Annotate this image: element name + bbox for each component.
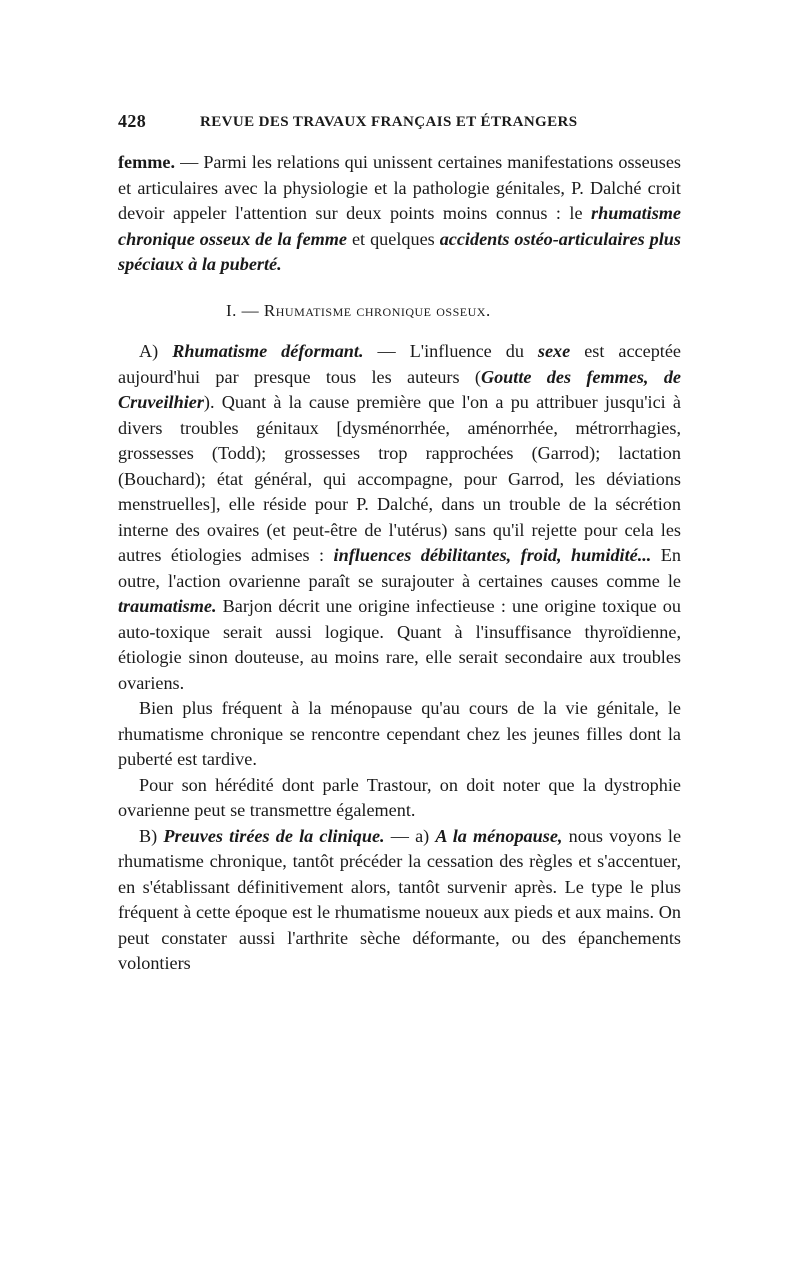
lead-word: femme. xyxy=(118,152,176,172)
subheading-text: Rhumatisme déformant. xyxy=(172,341,364,361)
text-run: est acceptée aujourd'hui par presque tous les auteurs ( xyxy=(118,341,681,387)
subheading-text: Preuves tirées de la clinique. xyxy=(163,825,385,846)
running-title: REVUE DES TRAVAUX FRANÇAIS ET ÉTRANGERS xyxy=(200,114,578,130)
section-heading xyxy=(118,298,681,324)
paragraph-menopause: Bien plus fréquent à la ménopause qu'au cours de la vie génitale, le rhumatisme chronique se rencontre cependant chez les jeunes filles dont la puberté est tardive. xyxy=(118,698,681,769)
text-run: — Parmi les relations qui unissent certaines manifestations osseuses et articulaires avec la physiologie et la pathologie génitales, P. Dalché croit devoir appeler l'attention sur deux points moins connus : le xyxy=(118,152,681,223)
text-run: ). Quant à la cause première que l'on a pu attribuer jusqu'ici à divers troubles génitaux [dysménorrhée, aménorrhée, métrorrhagies, grossesses (Todd); grossesses trop rapprochées (Garrod); lactation (Bouchard); état général, qui accompagne, pour Garrod, les déviations menstruelles], elle réside pour P. Dalché, dans un trouble de la sécrétion interne des ovaires (et peut-être de l'utérus) sans qu'il rejette pour cela les autres étiologies admises : xyxy=(118,392,681,565)
text-run: nous voyons le rhumatisme chronique, tantôt précéder la cessation des règles et s'accentuer, en s'établissant définitivement alors, tantôt survenir après. Le type le plus fréquent à cette époque est le rhumatisme noueux aux pieds et aux mains. On peut constater aussi l'arthrite sèche déformante, ou des épanchements volontiers xyxy=(118,825,682,973)
text-run: En outre, l'action ovarienne paraît se surajouter à certaines causes comme le xyxy=(118,545,681,591)
emphasis-text: sexe xyxy=(537,341,571,361)
emphasis-text: Goutte des femmes, de Cruveilhier xyxy=(118,366,681,412)
section-title: Rhumatisme chronique osseux. xyxy=(263,300,491,320)
paragraph-intro xyxy=(118,150,681,278)
emphasis-text: A la ménopause, xyxy=(435,825,563,846)
section-prefix: I. — xyxy=(226,300,264,320)
emphasis-text: accidents ostéo-articulaires plus spéciaux à la puberté. xyxy=(118,228,681,274)
emphasis-text: traumatisme. xyxy=(118,596,217,616)
paragraph-preuves-cliniques xyxy=(118,824,681,977)
text-run: B) xyxy=(139,825,164,846)
emphasis-text: influences débilitantes, froid, humidité... xyxy=(333,545,652,565)
text-run: Barjon décrit une origine infectieuse : une origine toxique ou auto-toxique serait aussi logique. Quant à l'insuffisance thyroïdienne, étiologie sinon douteuse, au moins rare, elle serait secondaire aux troubles ovariens. xyxy=(118,596,681,693)
page-body xyxy=(118,150,681,977)
text-run: — L'influence du xyxy=(363,341,538,361)
paragraph-rhumatisme-deformant xyxy=(118,339,681,696)
page-number: 428 xyxy=(118,111,147,131)
text-run: — a) xyxy=(384,825,436,846)
text-run: et quelques xyxy=(347,228,440,249)
text-run: A) xyxy=(139,341,173,361)
emphasis-text: rhumatisme chronique osseux de la femme xyxy=(118,203,681,249)
paragraph-heredite: Pour son hérédité dont parle Trastour, on doit noter que la dystrophie ovarienne peut se transmettre également. xyxy=(118,774,681,820)
